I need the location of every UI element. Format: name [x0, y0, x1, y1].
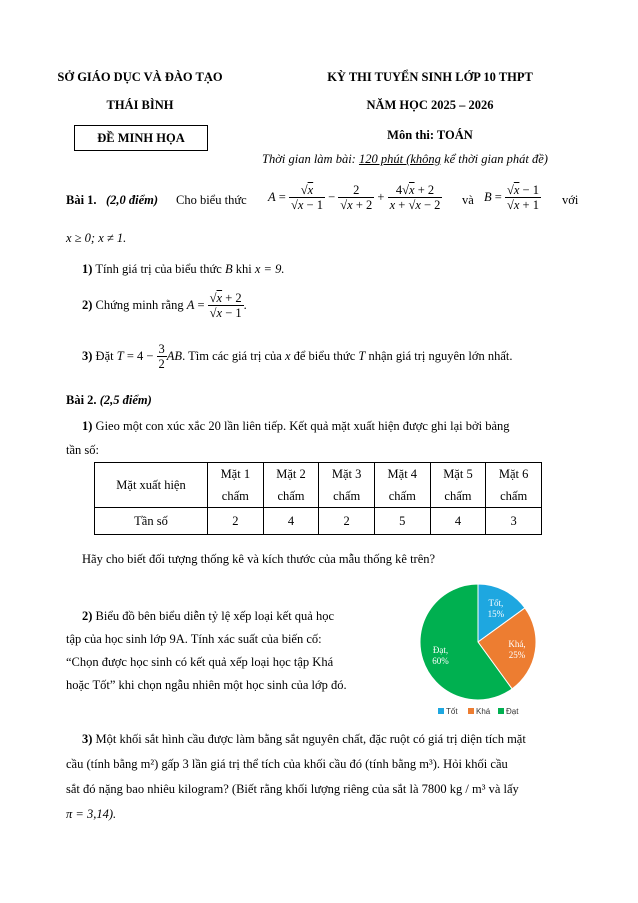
- bai1-intro-text: Cho biểu thức: [176, 193, 247, 207]
- bai2-q1-question: Hãy cho biết đối tượng thống kê và kích thước của mẫu thống kê trên?: [82, 552, 436, 566]
- bai2-q2: [66, 605, 386, 697]
- bai1-q1: [82, 262, 284, 277]
- bai2-title: Bài 2.: [66, 393, 97, 407]
- bai2-points: (2,5 điểm): [99, 393, 152, 407]
- bai1-q1-when: khi: [235, 262, 252, 276]
- pie-label: Khá,: [508, 639, 526, 650]
- bai1-q3-text-d: nhận giá trị nguyên lớn nhất.: [368, 348, 513, 363]
- table-cell: Mặt 6 chấm: [486, 463, 542, 508]
- bai2-q3-line: Một khối sắt hình cầu được làm bằng sắt nguyên chất, đặc ruột có giá trị diện tích mặt: [95, 732, 526, 746]
- bai1-q2-text: Chứng minh rằng: [95, 297, 184, 312]
- table-cell: 4: [430, 508, 486, 535]
- bai1-q3: 3) Đặt T = 4 − $\frac{3}{2}$ AB. Tìm các giá trị của x để biểu thức T nhận giá trị nguyên lớn nhất.: [82, 342, 513, 372]
- time-value: 120 phút (không: [358, 152, 441, 166]
- table-cell: Mặt 3 chấm: [319, 463, 375, 508]
- bai1-points: (2,0 điểm): [106, 193, 159, 207]
- pi-value: π = 3,14).: [66, 807, 117, 821]
- bai2-q2-line: hoặc Tốt” khi chọn ngẫu nhiên một học sinh của lớp đó.: [66, 678, 347, 692]
- bai2-q1-text: Gieo một con xúc xắc 20 lần liên tiếp. Kết quả mặt xuất hiện được ghi lại bởi bảng: [95, 419, 510, 433]
- bai1-with: với: [562, 193, 579, 207]
- bai2-q3-line: sắt đó nặng bao nhiêu kilogram? (Biết rằng khối lượng riêng của sắt là: [66, 782, 419, 796]
- row-header-faces: Mặt xuất hiện: [95, 463, 208, 508]
- subject: Môn thi: TOÁN: [387, 128, 473, 142]
- table-cell: Mặt 4 chấm: [374, 463, 430, 508]
- bai2-heading: [66, 393, 152, 408]
- bai1-q3-var: x: [284, 348, 291, 363]
- bai1-q3-var2: T: [358, 348, 366, 363]
- table-cell: Mặt 5 chấm: [430, 463, 486, 508]
- school-year: NĂM HỌC 2025 – 2026: [366, 98, 494, 112]
- legend-swatch: [438, 708, 444, 714]
- legend-label: Đạt: [506, 707, 519, 716]
- bai1-intro: [66, 183, 586, 217]
- bai1-q1-var: B: [224, 262, 233, 276]
- pie-percent-label: 15%: [487, 608, 505, 619]
- bai2-q3-line: cầu (tính bằng m²) gấp 3 lần giá trị thể tích của khối cầu đó (tính bằng m³). Hỏi khối cầu: [66, 757, 508, 771]
- bai2-q3-line: và lấy: [488, 782, 519, 796]
- table-cell: 5: [374, 508, 430, 535]
- pie-percent-label: 60%: [432, 656, 449, 667]
- bai1-q1-text: Tính giá trị của biểu thức: [95, 262, 222, 276]
- bai1-title: Bài 1.: [66, 193, 97, 207]
- frequency-table: [94, 462, 542, 535]
- row-header-frequency: Tần số: [95, 508, 208, 535]
- bai2-q2-label: 2): [82, 609, 93, 623]
- table-cell: 2: [208, 508, 264, 535]
- pie-label: Tốt,: [488, 597, 504, 608]
- bai2-q1-line2: tần số:: [66, 443, 99, 457]
- bai1-q3-text-c: để biểu thức: [293, 348, 356, 363]
- time-limit: [262, 152, 548, 167]
- bai1-and: và: [462, 193, 474, 207]
- exam-title: KỲ THI TUYỂN SINH LỚP 10 THPT: [327, 70, 533, 84]
- bai2-q3: [66, 727, 586, 827]
- iron-density: 7800 kg / m³: [421, 782, 486, 796]
- bai1-q1-cond: x = 9.: [254, 262, 285, 276]
- table-cell: Mặt 2 chấm: [263, 463, 319, 508]
- table-cell: 4: [263, 508, 319, 535]
- bai1-q2: 2) Chứng minh rằng A = $\frac{√x + 2}{√x - 1}$ .: [82, 291, 247, 321]
- expression-a: A = $\frac{√x}{√x - 1}$ − $\frac{2}{√x + 2}$ + $\frac{4√x + 2}{x + √x - 2}$: [268, 183, 441, 213]
- legend-swatch: [468, 708, 474, 714]
- table-cell: Mặt 1 chấm: [208, 463, 264, 508]
- bai2-q2-line: Biểu đồ bên biểu diễn tỷ lệ xếp loại kết quả học: [95, 609, 335, 623]
- time-suffix: kể thời gian phát đề): [440, 152, 548, 166]
- bai1-q3-text-a: Đặt: [95, 348, 114, 363]
- table-cell: 2: [319, 508, 375, 535]
- bai2-q2-line: tập của học sinh lớp 9A. Tính xác suất của biến cố:: [66, 632, 322, 646]
- bai1-q1-label: 1): [82, 262, 93, 276]
- sample-exam-badge: ĐỀ MINH HỌA: [74, 125, 208, 151]
- bai2-q3-label: 3): [82, 732, 93, 746]
- legend-label: Khá: [476, 707, 491, 716]
- bai1-condition: x ≥ 0; x ≠ 1.: [66, 231, 127, 245]
- expression-b: B = $\frac{√x - 1}{√x + 1}$: [484, 183, 539, 213]
- bai2-q2-line: “Chọn được học sinh có kết quả xếp loại học tập Khá: [66, 655, 334, 669]
- department-name: SỞ GIÁO DỤC VÀ ĐÀO TẠO: [57, 70, 223, 84]
- bai1-q3-label: 3): [82, 348, 93, 363]
- legend-swatch: [498, 708, 504, 714]
- bai2-q1-label: 1): [82, 419, 93, 433]
- time-prefix: Thời gian làm bài:: [262, 152, 359, 166]
- grade-pie-chart: [400, 578, 560, 720]
- table-row: [95, 463, 542, 508]
- bai1-q3-text-b: Tìm các giá trị của: [188, 348, 282, 363]
- province-name: THÁI BÌNH: [106, 98, 174, 112]
- bai2-q1: [82, 419, 510, 434]
- pie-label: Đạt,: [432, 645, 449, 656]
- pie-percent-label: 25%: [508, 650, 526, 661]
- table-row: [95, 508, 542, 535]
- table-cell: 3: [486, 508, 542, 535]
- legend-label: Tốt: [446, 707, 458, 716]
- bai1-q2-label: 2): [82, 297, 93, 312]
